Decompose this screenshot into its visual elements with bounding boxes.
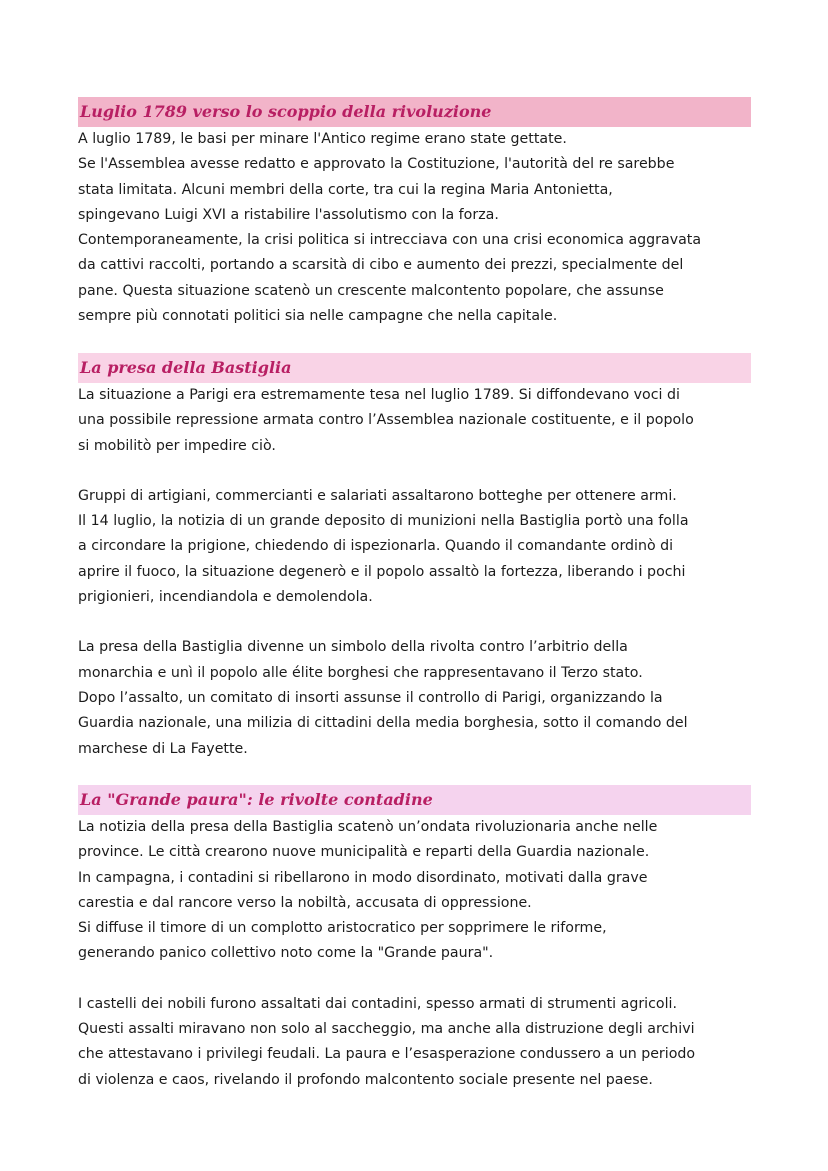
paragraph: La presa della Bastiglia divenne un simbolo della rivolta contro l’arbitrio della monarchia e unì il popolo alle élite borghesi che rappresentavano il Terzo stato. Dopo l’assalto, un comitato di insorti assunse il controllo di Parigi, organizzando la Guardia nazionale, una milizia di cittadini della media borghesia, sotto il comando del marchese di La Fayette. bbox=[78, 639, 688, 757]
paragraph: La notizia della presa della Bastiglia scatenò un’ondata rivoluzionaria anche nelle province. Le città crearono nuove municipalità e reparti della Guardia nazionale. In campagna, i contadini si ribellarono in modo disordinato, motivati dalla grave carestia e dal rancore verso la nobiltà, accusata di oppressione. Si diffuse il timore di un complotto aristocratico per sopprimere le riforme, generando panico collettivo noto come la "Grande paura". bbox=[78, 819, 658, 962]
section-july-1789 bbox=[78, 97, 751, 329]
paragraph: Gruppi di artigiani, commercianti e salariati assaltarono botteghe per ottenere armi. Il 14 luglio, la notizia di un grande deposito di munizioni nella Bastiglia portò una folla a circondare la prigione, chiedendo di ispezionarla. Quando il comandante ordinò di aprire il fuoco, la situazione degenerò e il popolo assaltò la fortezza, liberando i pochi prigionieri, incendiandola e demolendola. bbox=[78, 487, 689, 606]
section-great-fear bbox=[78, 785, 751, 1093]
section-heading: Luglio 1789 verso lo scoppio della rivoluzione bbox=[78, 97, 751, 127]
section-bastille bbox=[78, 353, 751, 762]
paragraph: I castelli dei nobili furono assaltati dai contadini, spesso armati di strumenti agricoli. Questi assalti miravano non solo al saccheggio, ma anche alla distruzione degli archivi che attestavano i privilegi feudali. La paura e l’esasperazione condussero a un periodo di violenza e caos, rivelando il profondo malcontento sociale presente nel paese. bbox=[78, 995, 696, 1088]
paragraph: A luglio 1789, le basi per minare l'Antico regime erano state gettate. Se l'Assemblea avesse redatto e approvato la Costituzione, l'autorità del re sarebbe stata limitata. Alcuni membri della corte, tra cui la regina Maria Antonietta, spingevano Luigi XVI a ristabilire l'assolutismo con la forza. Contemporaneamente, la crisi politica si intrecciava con una crisi economica aggravata da cattivi raccolti, portando a scarsità di cibo e aumento dei prezzi, specialmente del pane. Questa situazione scatenò un crescente malcontento popolare, che assunse sempre più connotati politici sia nelle campagne che nella capitale. bbox=[78, 131, 702, 325]
paragraph: La situazione a Parigi era estremamente tesa nel luglio 1789. Si diffondevano voci di una possibile repressione armata contro l’Assemblea nazionale costituente, e il popolo si mobilitò per impedire ciò. bbox=[78, 387, 694, 454]
section-heading: La "Grande paura": le rivolte contadine bbox=[78, 785, 751, 815]
section-heading: La presa della Bastiglia bbox=[78, 353, 751, 383]
